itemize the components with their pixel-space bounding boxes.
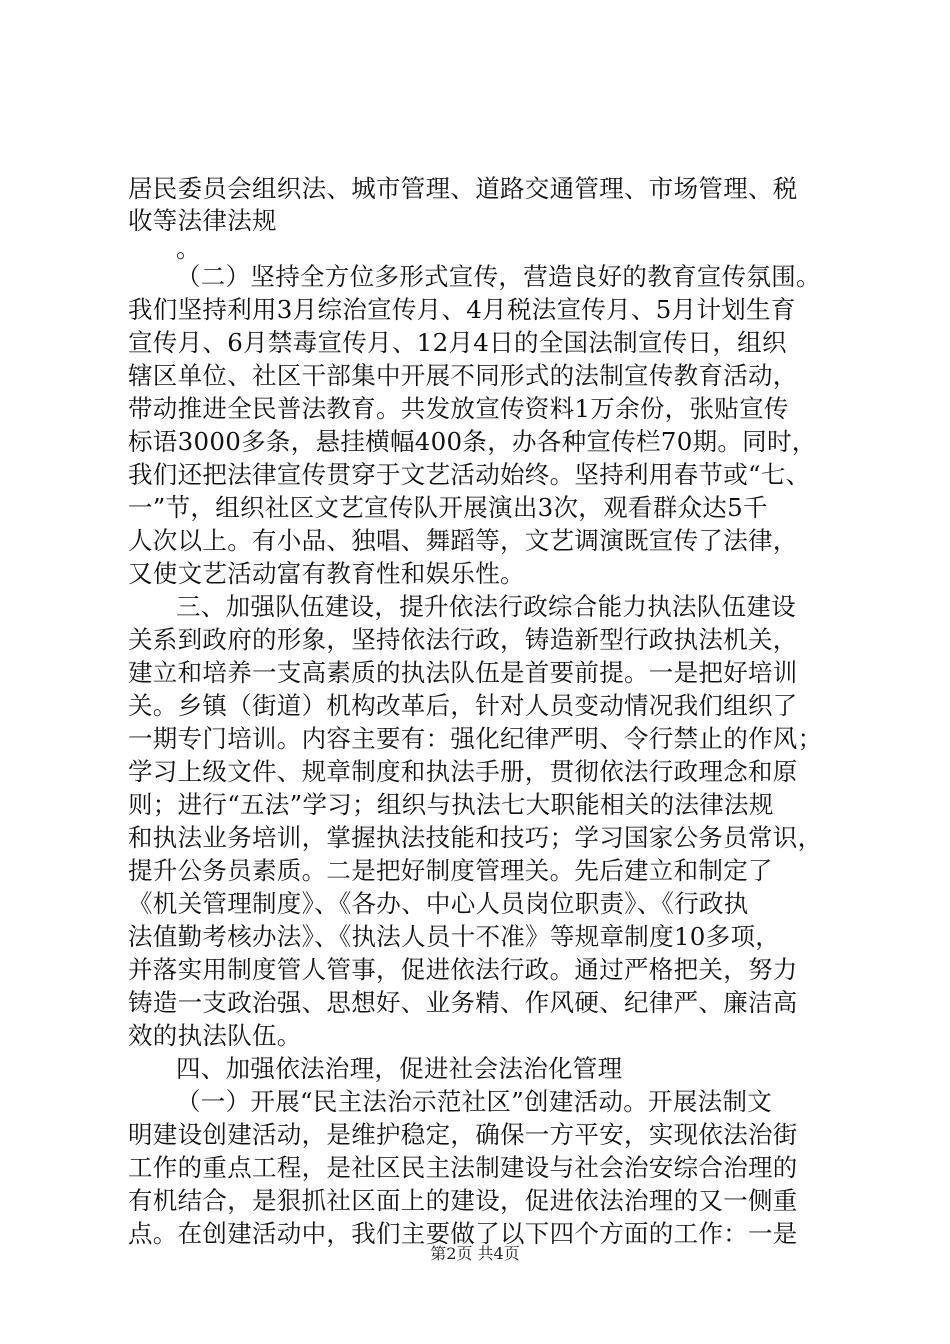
page-number: 第2页 共4页	[430, 1244, 520, 1263]
text-line: 效的执法队伍。	[128, 1021, 302, 1050]
text-line: 有机结合，是狠抓社区面上的建设，促进依法治理的又一侧重	[128, 1186, 798, 1215]
text-line: 居民委员会组织法、城市管理、道路交通管理、市场管理、税	[128, 174, 798, 203]
text-line: 提升公务员素质。二是把好制度管理关。先后建立和制定了	[128, 856, 773, 885]
text-line: 法值勤考核办法》、《执法人员十不准》等规章制度10多项，	[128, 922, 781, 951]
text-line: 标语3000多条，悬挂横幅400条，办各种宣传栏70期。同时，	[128, 427, 817, 456]
text-line: 辖区单位、社区干部集中开展不同形式的法制宣传教育活动，	[128, 361, 798, 390]
text-line: （一）开展“民主法治示范社区”创建活动。开展法制文	[176, 1087, 773, 1116]
text-line: 四、加强依法治理，促进社会法治化管理	[176, 1054, 623, 1083]
text-line: 一期专门培训。内容主要有：强化纪律严明、令行禁止的作风；	[128, 724, 823, 753]
text-line: 《机关管理制度》、《各办、中心人员岗位职责》、《行政执	[128, 889, 749, 918]
text-line: （二）坚持全方位多形式宣传，营造良好的教育宣传氛围。	[176, 262, 821, 291]
text-line: 一”节，组织社区文艺宣传队开展演出3次，观看群众达5千	[128, 493, 768, 522]
text-line: 铸造一支政治强、思想好、业务精、作风硬、纪律严、廉洁高	[128, 988, 798, 1017]
text-line: 点。在创建活动中，我们主要做了以下四个方面的工作：一是	[128, 1219, 798, 1248]
text-line: 建立和培养一支高素质的执法队伍是首要前提。一是把好培训	[128, 658, 798, 687]
text-line: 关。乡镇（街道）机构改革后，针对人员变动情况我们组织了	[128, 691, 798, 720]
text-line: 和执法业务培训，掌握执法技能和技巧；学习国家公务员常识，	[128, 823, 823, 852]
text-line: 人次以上。有小品、独唱、舞蹈等，文艺调演既宣传了法律，	[128, 526, 798, 555]
text-line: 我们坚持利用3月综治宣传月、4月税法宣传月、5月计划生育	[128, 295, 796, 324]
text-line: 关系到政府的形象，坚持依法行政，铸造新型行政执法机关，	[128, 625, 798, 654]
text-line: 。	[176, 234, 201, 263]
text-line: 三、加强队伍建设，提升依法行政综合能力执法队伍建设	[176, 592, 796, 621]
text-line: 并落实用制度管人管事，促进依法行政。通过严格把关，努力	[128, 955, 798, 984]
text-line: 明建设创建活动，是维护稳定，确保一方平安，实现依法治街	[128, 1120, 798, 1149]
text-line: 工作的重点工程，是社区民主法制建设与社会治安综合治理的	[128, 1153, 798, 1182]
text-line: 又使文艺活动富有教育性和娱乐性。	[128, 559, 525, 588]
text-line: 我们还把法律宣传贯穿于文艺活动始终。坚持利用春节或“七、	[128, 460, 811, 489]
text-line: 则；进行“五法”学习；组织与执法七大职能相关的法律法规	[128, 790, 774, 819]
text-line: 学习上级文件、规章制度和执法手册，贯彻依法行政理念和原	[128, 757, 798, 786]
text-line: 宣传月、6月禁毒宣传月、12月4日的全国法制宣传日，组织	[128, 328, 787, 357]
text-line: 带动推进全民普法教育。共发放宣传资料1万余份，张贴宣传	[128, 394, 789, 423]
document-page	[128, 0, 834, 1344]
text-line: 收等法律法规	[128, 206, 277, 235]
